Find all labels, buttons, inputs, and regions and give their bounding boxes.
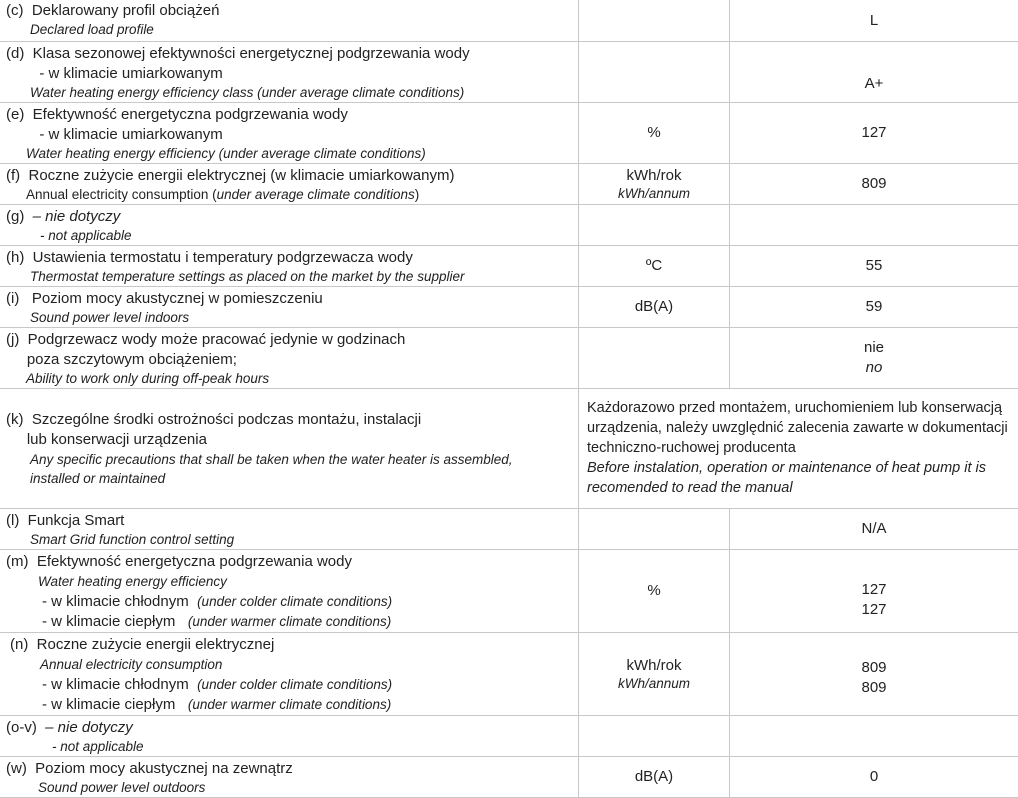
value-cell bbox=[730, 715, 1018, 756]
value-cell bbox=[730, 632, 1018, 715]
label-pl: (n) Roczne zużycie energii elektrycznej bbox=[6, 635, 578, 655]
label-pl-line2: - w klimacie umiarkowanym bbox=[6, 64, 578, 84]
table-row bbox=[0, 41, 1018, 102]
row-description bbox=[0, 163, 579, 204]
value-cell bbox=[730, 327, 1018, 388]
value: 55 bbox=[866, 257, 883, 274]
label-pl: (w) Poziom mocy akustycznej na zewnątrz bbox=[6, 759, 578, 779]
value: N/A bbox=[861, 520, 886, 537]
table-row bbox=[0, 245, 1018, 286]
label-pl: (m) Efektywność energetyczna podgrzewania wody bbox=[6, 552, 578, 572]
table-row bbox=[0, 756, 1018, 797]
unit-cell bbox=[579, 508, 730, 549]
label-en: Water heating energy efficiency (under average climate conditions) bbox=[6, 145, 578, 162]
label-en: Thermostat temperature settings as placed on the market by the supplier bbox=[6, 268, 578, 285]
note-en: Before instalation, operation or maintenance of heat pump it is recomended to read the manual bbox=[587, 458, 1018, 498]
table-row bbox=[0, 102, 1018, 163]
label-pl: (h) Ustawienia termostatu i temperatury podgrzewacza wody bbox=[6, 248, 578, 268]
row-description bbox=[0, 632, 579, 715]
label-en: Declared load profile bbox=[6, 21, 578, 38]
unit-cell bbox=[579, 204, 730, 245]
label-pl: (c) Deklarowany profil obciążeń bbox=[6, 1, 578, 21]
unit: % bbox=[647, 124, 660, 141]
precautions-note bbox=[579, 388, 1018, 508]
label-pl: (i) Poziom mocy akustycznej w pomieszczeniu bbox=[6, 289, 578, 309]
label-en: Annual electricity consumption bbox=[6, 655, 578, 675]
value-cell bbox=[730, 245, 1018, 286]
unit-cell bbox=[579, 163, 730, 204]
unit-cell bbox=[579, 715, 730, 756]
label-pl: (l) Funkcja Smart bbox=[6, 511, 578, 531]
row-description bbox=[0, 549, 579, 632]
label-en: Sound power level indoors bbox=[6, 309, 578, 326]
value: 127 bbox=[730, 580, 1018, 600]
label-pl-line2: poza szczytowym obciążeniem; bbox=[6, 350, 578, 370]
row-description bbox=[0, 715, 579, 756]
value: 809 bbox=[730, 678, 1018, 698]
table-row bbox=[0, 388, 1018, 508]
row-description bbox=[0, 204, 579, 245]
unit-cell bbox=[579, 102, 730, 163]
table-row bbox=[0, 286, 1018, 327]
unit: dB(A) bbox=[635, 768, 673, 785]
label-en: Smart Grid function control setting bbox=[6, 531, 578, 548]
unit-cell bbox=[579, 41, 730, 102]
unit-cell bbox=[579, 632, 730, 715]
table-row bbox=[0, 0, 1018, 41]
row-description bbox=[0, 286, 579, 327]
value: 127 bbox=[730, 600, 1018, 620]
unit-cell bbox=[579, 245, 730, 286]
label-pl: (d) Klasa sezonowej efektywności energetycznej podgrzewania wody bbox=[6, 44, 578, 64]
unit-cell bbox=[579, 756, 730, 797]
label-pl-line2: lub konserwacji urządzenia bbox=[6, 430, 578, 450]
value: A+ bbox=[865, 75, 884, 92]
table-row bbox=[0, 632, 1018, 715]
row-description bbox=[0, 388, 579, 508]
row-description bbox=[0, 327, 579, 388]
label-en: Water heating energy efficiency bbox=[6, 572, 578, 592]
value-cell bbox=[730, 286, 1018, 327]
value-cell bbox=[730, 41, 1018, 102]
unit-cell bbox=[579, 327, 730, 388]
row-description bbox=[0, 102, 579, 163]
row-description bbox=[0, 41, 579, 102]
sub-item: - w klimacie chłodnym (under colder climate conditions) bbox=[6, 592, 578, 612]
value: L bbox=[870, 12, 878, 29]
value: nie bbox=[730, 338, 1018, 358]
table-row bbox=[0, 508, 1018, 549]
label-pl: (j) Podgrzewacz wody może pracować jedynie w godzinach bbox=[6, 330, 578, 350]
unit: % bbox=[647, 582, 660, 599]
value-cell bbox=[730, 0, 1018, 41]
label-en: Any specific precautions that shall be taken when the water heater is assembled, bbox=[6, 450, 578, 469]
table-row bbox=[0, 204, 1018, 245]
row-description bbox=[0, 0, 579, 41]
label-en: Annual electricity consumption (under average climate conditions) bbox=[6, 186, 578, 203]
value: 127 bbox=[861, 124, 886, 141]
value-cell bbox=[730, 756, 1018, 797]
label-en: Ability to work only during off-peak hours bbox=[6, 370, 578, 387]
label-en: Sound power level outdoors bbox=[6, 779, 578, 796]
value: 0 bbox=[870, 768, 878, 785]
label-pl: (o-v) – nie dotyczy bbox=[6, 718, 578, 738]
label-en-line2: installed or maintained bbox=[6, 469, 578, 488]
value-cell bbox=[730, 102, 1018, 163]
value-cell bbox=[730, 163, 1018, 204]
value-cell bbox=[730, 204, 1018, 245]
unit-en: kWh/annum bbox=[579, 186, 729, 202]
label-pl: (e) Efektywność energetyczna podgrzewania wody bbox=[6, 105, 578, 125]
label-pl-line2: - w klimacie umiarkowanym bbox=[6, 125, 578, 145]
table-row bbox=[0, 549, 1018, 632]
value: 809 bbox=[730, 650, 1018, 678]
value-cell bbox=[730, 508, 1018, 549]
table-row bbox=[0, 163, 1018, 204]
label-pl: (f) Roczne zużycie energii elektrycznej (w klimacie umiarkowanym) bbox=[6, 166, 578, 186]
label-en: - not applicable bbox=[6, 227, 578, 244]
unit: kWh/rok bbox=[579, 656, 729, 676]
table-row bbox=[0, 327, 1018, 388]
row-description bbox=[0, 756, 579, 797]
unit-cell bbox=[579, 0, 730, 41]
sub-item: - w klimacie ciepłym (under warmer climate conditions) bbox=[6, 612, 578, 632]
row-description bbox=[0, 245, 579, 286]
sub-item: - w klimacie ciepłym (under warmer climate conditions) bbox=[6, 695, 578, 715]
unit: ºC bbox=[646, 257, 662, 274]
unit: dB(A) bbox=[635, 298, 673, 315]
table-row bbox=[0, 715, 1018, 756]
unit: kWh/rok bbox=[579, 166, 729, 186]
note-pl: Każdorazowo przed montażem, uruchomieniem lub konserwacją urządzenia, należy uwzględnić zalecenia zawarte w dokumentacji techniczno-ruchowej producenta bbox=[587, 398, 1018, 458]
value: 59 bbox=[866, 298, 883, 315]
sub-item: - w klimacie chłodnym (under colder climate conditions) bbox=[6, 675, 578, 695]
value: 809 bbox=[861, 175, 886, 192]
label-en: - not applicable bbox=[6, 738, 578, 755]
unit-cell bbox=[579, 549, 730, 632]
row-description bbox=[0, 508, 579, 549]
value-en: no bbox=[730, 358, 1018, 378]
label-en: Water heating energy efficiency class (under average climate conditions) bbox=[6, 84, 578, 101]
unit-en: kWh/annum bbox=[579, 676, 729, 692]
label-pl: (k) Szczególne środki ostrożności podczas montażu, instalacji bbox=[6, 410, 578, 430]
label-pl: (g) – nie dotyczy bbox=[6, 207, 578, 227]
unit-cell bbox=[579, 286, 730, 327]
value-cell bbox=[730, 549, 1018, 632]
